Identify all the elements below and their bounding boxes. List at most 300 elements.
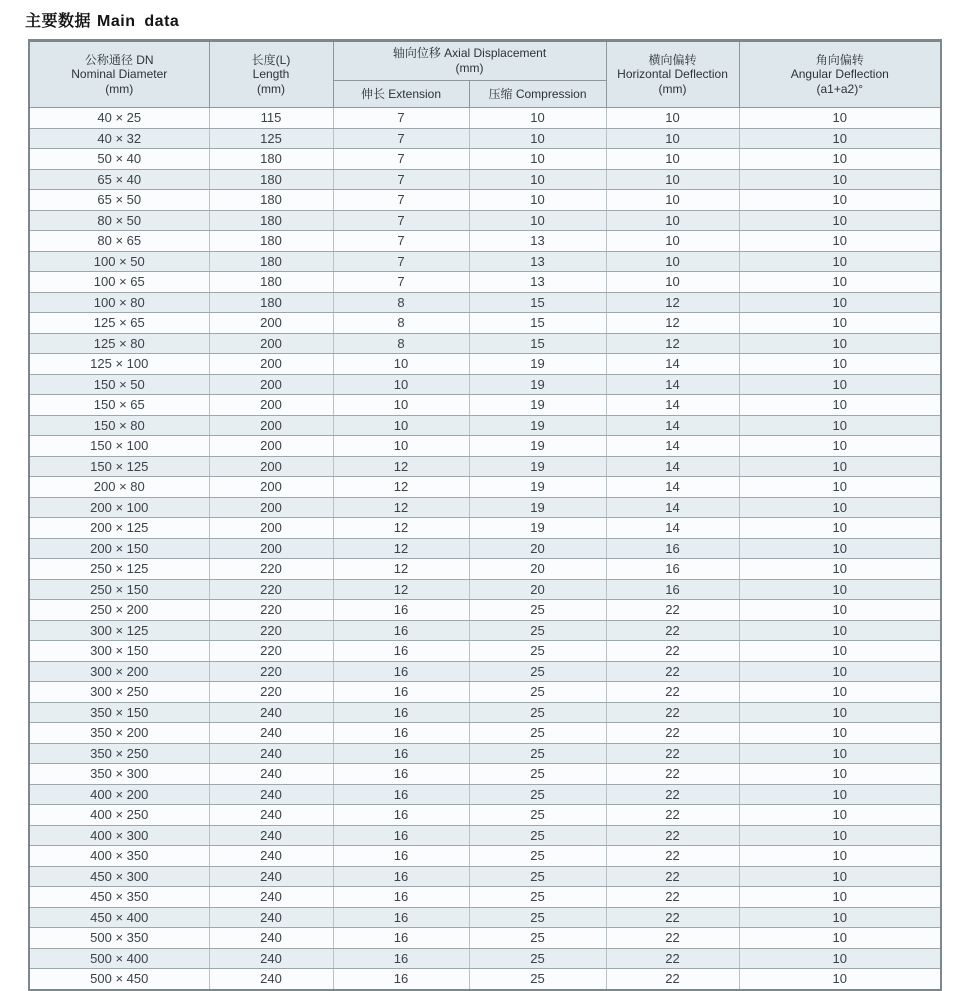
cell-length: 200 [209,374,333,395]
table-row [29,456,941,477]
cell-extension: 12 [333,559,469,580]
cell-nominal-diameter: 300 × 150 [29,641,209,662]
cell-angular-deflection: 10 [739,764,941,785]
cell-angular-deflection: 10 [739,395,941,416]
cell-nominal-diameter: 200 × 100 [29,497,209,518]
cell-nominal-diameter: 500 × 450 [29,969,209,990]
cell-extension: 10 [333,436,469,457]
table-row [29,395,941,416]
cell-extension: 7 [333,210,469,231]
cell-compression: 19 [469,374,606,395]
cell-compression: 15 [469,292,606,313]
cell-length: 200 [209,497,333,518]
cell-extension: 16 [333,784,469,805]
cell-compression: 10 [469,128,606,149]
cell-angular-deflection: 10 [739,313,941,334]
cell-compression: 25 [469,661,606,682]
header-horizontal-deflection [606,41,739,108]
cell-extension: 16 [333,907,469,928]
cell-nominal-diameter: 200 × 80 [29,477,209,498]
cell-horizontal-deflection: 22 [606,743,739,764]
header-angular-deflection-zh: 角向偏转 [815,52,864,67]
cell-angular-deflection: 10 [739,723,941,744]
cell-nominal-diameter: 500 × 350 [29,928,209,949]
cell-length: 115 [209,108,333,129]
cell-nominal-diameter: 200 × 150 [29,538,209,559]
cell-compression: 13 [469,272,606,293]
cell-angular-deflection: 10 [739,969,941,990]
header-axial-displacement-unit: (mm) [455,61,484,75]
cell-length: 180 [209,169,333,190]
cell-compression: 25 [469,907,606,928]
header-length [209,41,333,108]
cell-angular-deflection: 10 [739,600,941,621]
table-row [29,497,941,518]
cell-extension: 16 [333,702,469,723]
cell-length: 240 [209,825,333,846]
cell-compression: 19 [469,518,606,539]
cell-extension: 16 [333,825,469,846]
cell-compression: 19 [469,436,606,457]
cell-angular-deflection: 10 [739,579,941,600]
cell-nominal-diameter: 400 × 300 [29,825,209,846]
cell-horizontal-deflection: 22 [606,928,739,949]
table-row [29,866,941,887]
cell-nominal-diameter: 250 × 150 [29,579,209,600]
cell-compression: 25 [469,723,606,744]
header-angular-deflection-en: Angular Deflection [790,67,889,82]
cell-nominal-diameter: 80 × 65 [29,231,209,252]
cell-nominal-diameter: 400 × 350 [29,846,209,867]
cell-nominal-diameter: 125 × 80 [29,333,209,354]
cell-angular-deflection: 10 [739,333,941,354]
cell-nominal-diameter: 50 × 40 [29,149,209,170]
cell-horizontal-deflection: 14 [606,395,739,416]
table-row [29,354,941,375]
cell-horizontal-deflection: 14 [606,436,739,457]
cell-compression: 19 [469,456,606,477]
header-nominal-diameter-unit: (mm) [105,81,134,96]
cell-horizontal-deflection: 22 [606,600,739,621]
cell-angular-deflection: 10 [739,928,941,949]
cell-compression: 19 [469,497,606,518]
cell-nominal-diameter: 500 × 400 [29,948,209,969]
cell-extension: 16 [333,866,469,887]
cell-angular-deflection: 10 [739,415,941,436]
cell-length: 240 [209,784,333,805]
cell-compression: 19 [469,415,606,436]
header-angular-deflection [739,41,941,108]
cell-angular-deflection: 10 [739,805,941,826]
cell-horizontal-deflection: 22 [606,620,739,641]
cell-horizontal-deflection: 10 [606,210,739,231]
cell-nominal-diameter: 300 × 125 [29,620,209,641]
table-row [29,702,941,723]
table-row [29,374,941,395]
cell-angular-deflection: 10 [739,497,941,518]
table-row [29,600,941,621]
cell-angular-deflection: 10 [739,702,941,723]
cell-nominal-diameter: 250 × 200 [29,600,209,621]
cell-compression: 25 [469,887,606,908]
cell-length: 200 [209,538,333,559]
table-row [29,846,941,867]
cell-horizontal-deflection: 14 [606,477,739,498]
cell-length: 240 [209,866,333,887]
table-row [29,661,941,682]
cell-angular-deflection: 10 [739,559,941,580]
cell-horizontal-deflection: 22 [606,702,739,723]
header-nominal-diameter [29,41,209,108]
page-title-zh: 主要数据 [25,13,92,30]
table-row [29,825,941,846]
cell-nominal-diameter: 350 × 300 [29,764,209,785]
cell-nominal-diameter: 65 × 50 [29,190,209,211]
cell-extension: 16 [333,846,469,867]
cell-horizontal-deflection: 22 [606,887,739,908]
cell-length: 180 [209,251,333,272]
table-row [29,764,941,785]
cell-horizontal-deflection: 22 [606,866,739,887]
cell-compression: 25 [469,641,606,662]
table-row [29,805,941,826]
header-compression: 压缩 Compression [469,81,606,108]
cell-angular-deflection: 10 [739,887,941,908]
cell-compression: 25 [469,620,606,641]
cell-extension: 16 [333,948,469,969]
cell-length: 240 [209,723,333,744]
cell-compression: 25 [469,743,606,764]
cell-nominal-diameter: 400 × 200 [29,784,209,805]
cell-compression: 25 [469,682,606,703]
cell-extension: 16 [333,764,469,785]
cell-nominal-diameter: 40 × 25 [29,108,209,129]
cell-horizontal-deflection: 12 [606,313,739,334]
cell-extension: 16 [333,887,469,908]
table-row [29,190,941,211]
table-row [29,149,941,170]
cell-extension: 12 [333,456,469,477]
cell-length: 240 [209,805,333,826]
cell-angular-deflection: 10 [739,149,941,170]
cell-horizontal-deflection: 12 [606,333,739,354]
cell-angular-deflection: 10 [739,661,941,682]
cell-nominal-diameter: 350 × 150 [29,702,209,723]
cell-compression: 19 [469,477,606,498]
cell-length: 220 [209,620,333,641]
cell-angular-deflection: 10 [739,825,941,846]
cell-extension: 12 [333,477,469,498]
cell-angular-deflection: 10 [739,354,941,375]
cell-extension: 7 [333,272,469,293]
table-row [29,251,941,272]
cell-compression: 20 [469,538,606,559]
cell-horizontal-deflection: 22 [606,682,739,703]
table-row [29,887,941,908]
cell-angular-deflection: 10 [739,866,941,887]
cell-length: 240 [209,969,333,990]
cell-nominal-diameter: 100 × 65 [29,272,209,293]
cell-horizontal-deflection: 22 [606,661,739,682]
cell-extension: 16 [333,641,469,662]
main-data-table [28,39,942,991]
cell-nominal-diameter: 200 × 125 [29,518,209,539]
table-row [29,128,941,149]
cell-compression: 25 [469,948,606,969]
cell-horizontal-deflection: 22 [606,784,739,805]
table-row [29,436,941,457]
cell-compression: 15 [469,333,606,354]
cell-angular-deflection: 10 [739,272,941,293]
cell-compression: 25 [469,969,606,990]
cell-horizontal-deflection: 22 [606,764,739,785]
cell-horizontal-deflection: 16 [606,538,739,559]
table-row [29,210,941,231]
cell-nominal-diameter: 350 × 250 [29,743,209,764]
cell-angular-deflection: 10 [739,251,941,272]
cell-extension: 12 [333,538,469,559]
cell-horizontal-deflection: 10 [606,128,739,149]
cell-length: 200 [209,395,333,416]
cell-extension: 16 [333,661,469,682]
table-body [29,108,941,990]
cell-angular-deflection: 10 [739,108,941,129]
cell-length: 220 [209,579,333,600]
cell-extension: 12 [333,579,469,600]
cell-angular-deflection: 10 [739,743,941,764]
table-row [29,518,941,539]
cell-length: 125 [209,128,333,149]
table-row [29,333,941,354]
cell-angular-deflection: 10 [739,436,941,457]
cell-horizontal-deflection: 22 [606,805,739,826]
cell-nominal-diameter: 350 × 200 [29,723,209,744]
cell-length: 220 [209,682,333,703]
page-title-en: Main data [97,13,180,30]
cell-horizontal-deflection: 10 [606,251,739,272]
cell-angular-deflection: 10 [739,190,941,211]
header-length-unit: (mm) [257,81,285,96]
cell-horizontal-deflection: 14 [606,456,739,477]
cell-nominal-diameter: 300 × 200 [29,661,209,682]
table-row [29,538,941,559]
cell-extension: 16 [333,620,469,641]
cell-nominal-diameter: 125 × 100 [29,354,209,375]
cell-compression: 25 [469,764,606,785]
cell-nominal-diameter: 150 × 50 [29,374,209,395]
cell-length: 240 [209,702,333,723]
header-angular-deflection-unit: (a1+a2)° [816,81,864,96]
header-length-en: Length [252,67,290,82]
cell-length: 180 [209,231,333,252]
cell-compression: 10 [469,149,606,170]
cell-horizontal-deflection: 16 [606,559,739,580]
header-horizontal-deflection-zh: 横向偏转 [648,52,697,67]
cell-nominal-diameter: 150 × 80 [29,415,209,436]
table-row [29,169,941,190]
cell-horizontal-deflection: 22 [606,641,739,662]
table-row [29,313,941,334]
cell-angular-deflection: 10 [739,210,941,231]
table-row [29,231,941,252]
cell-angular-deflection: 10 [739,477,941,498]
cell-angular-deflection: 10 [739,456,941,477]
cell-length: 240 [209,846,333,867]
cell-extension: 7 [333,169,469,190]
cell-angular-deflection: 10 [739,846,941,867]
cell-nominal-diameter: 125 × 65 [29,313,209,334]
table-row [29,477,941,498]
cell-angular-deflection: 10 [739,169,941,190]
cell-nominal-diameter: 400 × 250 [29,805,209,826]
cell-extension: 12 [333,497,469,518]
cell-length: 240 [209,743,333,764]
cell-extension: 8 [333,333,469,354]
header-horizontal-deflection-en: Horizontal Deflection [617,67,728,82]
table-row [29,579,941,600]
cell-length: 200 [209,436,333,457]
cell-angular-deflection: 10 [739,784,941,805]
cell-nominal-diameter: 150 × 125 [29,456,209,477]
cell-angular-deflection: 10 [739,518,941,539]
cell-length: 200 [209,456,333,477]
cell-compression: 25 [469,702,606,723]
cell-nominal-diameter: 100 × 80 [29,292,209,313]
cell-extension: 7 [333,190,469,211]
cell-length: 200 [209,477,333,498]
cell-extension: 16 [333,723,469,744]
cell-horizontal-deflection: 14 [606,497,739,518]
cell-horizontal-deflection: 14 [606,354,739,375]
cell-angular-deflection: 10 [739,948,941,969]
table-row [29,969,941,990]
cell-horizontal-deflection: 10 [606,272,739,293]
cell-length: 200 [209,333,333,354]
cell-length: 220 [209,600,333,621]
table-row [29,559,941,580]
table-row [29,928,941,949]
cell-extension: 7 [333,128,469,149]
cell-nominal-diameter: 450 × 300 [29,866,209,887]
cell-horizontal-deflection: 16 [606,579,739,600]
cell-compression: 15 [469,313,606,334]
cell-length: 180 [209,190,333,211]
cell-horizontal-deflection: 10 [606,149,739,170]
cell-compression: 25 [469,805,606,826]
cell-nominal-diameter: 40 × 32 [29,128,209,149]
cell-extension: 16 [333,743,469,764]
cell-extension: 16 [333,928,469,949]
cell-angular-deflection: 10 [739,374,941,395]
cell-horizontal-deflection: 22 [606,825,739,846]
cell-compression: 25 [469,600,606,621]
cell-horizontal-deflection: 14 [606,518,739,539]
cell-extension: 7 [333,149,469,170]
cell-compression: 10 [469,210,606,231]
cell-compression: 10 [469,169,606,190]
table-row [29,272,941,293]
cell-length: 220 [209,661,333,682]
cell-horizontal-deflection: 10 [606,190,739,211]
cell-nominal-diameter: 450 × 350 [29,887,209,908]
cell-length: 200 [209,415,333,436]
cell-horizontal-deflection: 14 [606,415,739,436]
cell-length: 240 [209,764,333,785]
cell-extension: 7 [333,251,469,272]
cell-nominal-diameter: 450 × 400 [29,907,209,928]
cell-extension: 8 [333,292,469,313]
cell-compression: 10 [469,108,606,129]
cell-angular-deflection: 10 [739,231,941,252]
cell-extension: 10 [333,415,469,436]
cell-nominal-diameter: 65 × 40 [29,169,209,190]
cell-compression: 25 [469,825,606,846]
header-nominal-diameter-en: Nominal Diameter [71,67,168,82]
header-axial-displacement-label: 轴向位移 Axial Displacement [392,46,547,61]
cell-angular-deflection: 10 [739,538,941,559]
cell-extension: 8 [333,313,469,334]
table-row [29,620,941,641]
cell-length: 180 [209,272,333,293]
cell-angular-deflection: 10 [739,907,941,928]
page-title [25,8,977,31]
cell-compression: 25 [469,784,606,805]
header-extension: 伸长 Extension [333,81,469,108]
cell-horizontal-deflection: 10 [606,231,739,252]
table-row [29,743,941,764]
cell-extension: 16 [333,969,469,990]
header-axial-displacement-group [333,41,606,81]
cell-horizontal-deflection: 22 [606,907,739,928]
cell-horizontal-deflection: 22 [606,969,739,990]
cell-compression: 25 [469,928,606,949]
cell-compression: 19 [469,354,606,375]
table-row [29,784,941,805]
cell-length: 200 [209,354,333,375]
cell-nominal-diameter: 80 × 50 [29,210,209,231]
cell-length: 240 [209,907,333,928]
table-row [29,415,941,436]
cell-horizontal-deflection: 22 [606,723,739,744]
cell-extension: 10 [333,354,469,375]
cell-nominal-diameter: 100 × 50 [29,251,209,272]
cell-length: 200 [209,518,333,539]
cell-extension: 10 [333,374,469,395]
cell-nominal-diameter: 300 × 250 [29,682,209,703]
cell-extension: 16 [333,805,469,826]
cell-horizontal-deflection: 10 [606,108,739,129]
cell-extension: 12 [333,518,469,539]
cell-compression: 13 [469,251,606,272]
cell-length: 240 [209,887,333,908]
cell-angular-deflection: 10 [739,641,941,662]
cell-length: 220 [209,559,333,580]
cell-length: 180 [209,292,333,313]
cell-extension: 16 [333,600,469,621]
table-row [29,907,941,928]
cell-angular-deflection: 10 [739,128,941,149]
table-row [29,641,941,662]
table-row [29,108,941,129]
cell-length: 220 [209,641,333,662]
table-row [29,292,941,313]
table-row [29,948,941,969]
cell-compression: 20 [469,559,606,580]
cell-length: 180 [209,210,333,231]
cell-compression: 25 [469,866,606,887]
cell-horizontal-deflection: 22 [606,846,739,867]
cell-angular-deflection: 10 [739,682,941,703]
